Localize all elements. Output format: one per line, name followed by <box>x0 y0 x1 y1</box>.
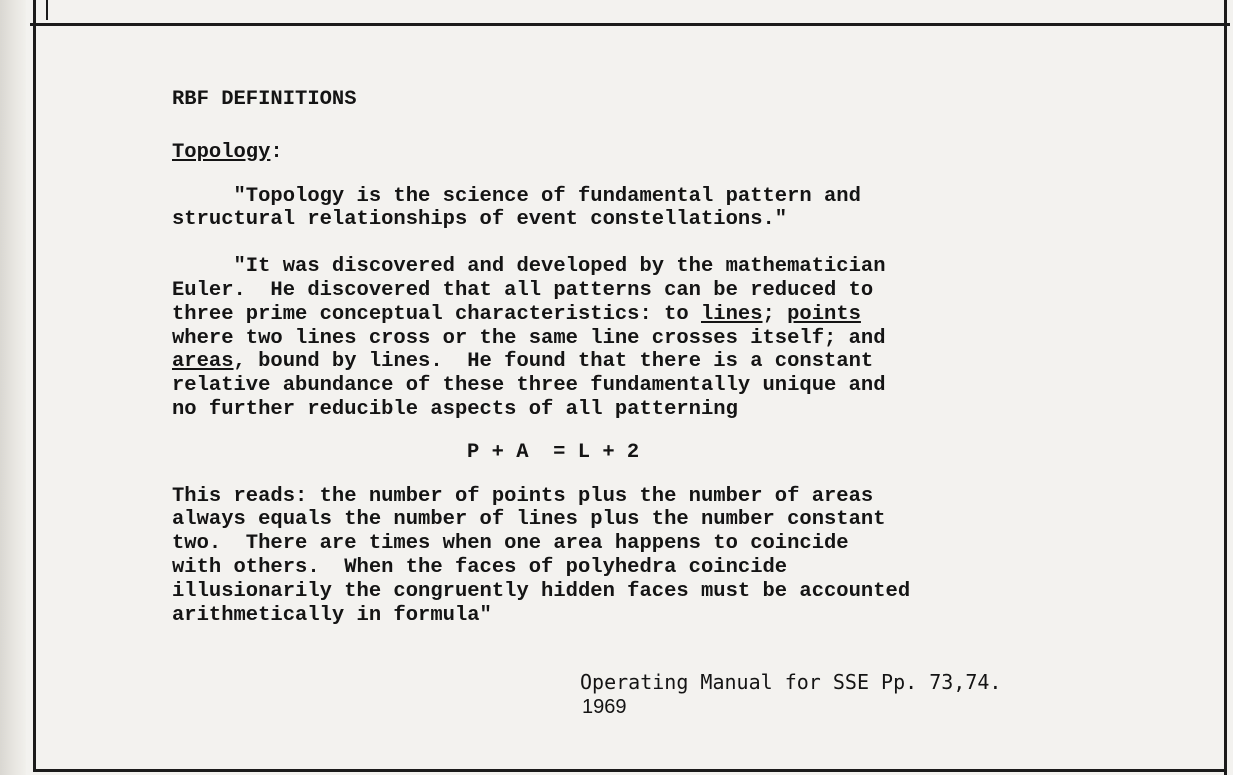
paragraph-line: relative abundance of these three fundamentally unique and <box>172 374 886 398</box>
paragraph-line: "It was discovered and developed by the mathematician <box>172 255 886 279</box>
document-heading: RBF DEFINITIONS <box>172 88 357 111</box>
paragraph-definition <box>172 185 1172 233</box>
paragraph-line: with others. When the faces of polyhedra coincide <box>172 555 788 579</box>
paragraph-line: always equals the number of lines plus the number constant <box>172 508 886 532</box>
frame-right-border <box>1224 0 1227 775</box>
source-citation <box>580 670 1001 720</box>
underlined-term-points: points <box>787 302 861 326</box>
paragraph-text: three prime conceptual characteristics: to <box>172 302 701 326</box>
citation-title: Operating Manual for SSE Pp. 73,74. <box>580 670 1002 694</box>
frame-corner-tick <box>46 0 48 20</box>
underlined-term-areas: areas <box>172 350 234 374</box>
paragraph-line: Euler. He discovered that all patterns can be reduced to <box>172 278 874 302</box>
section-title <box>172 141 1172 165</box>
section-title-text: Topology <box>172 140 271 164</box>
frame-left-border <box>33 0 36 772</box>
frame-bottom-border <box>33 769 1227 772</box>
underlined-term-lines: lines <box>701 302 763 326</box>
paragraph-explanation <box>172 485 1172 628</box>
paragraph-line: structural relationships of event constellations." <box>172 208 788 232</box>
paragraph-line: two. There are times when one area happens to coincide <box>172 532 849 556</box>
frame-top-border <box>30 23 1230 26</box>
citation-year: 1969 <box>582 696 627 718</box>
paragraph-text: , bound by lines. He found that there is a constant <box>233 350 874 374</box>
paragraph-line <box>172 350 1172 374</box>
paragraph-line: This reads: the number of points plus the number of areas <box>172 484 874 508</box>
paragraph-euler <box>172 255 1172 422</box>
paragraph-line: "Topology is the science of fundamental pattern and <box>172 184 861 208</box>
paragraph-line: no further reducible aspects of all patterning <box>172 397 738 421</box>
paragraph-line: where two lines cross or the same line crosses itself; and <box>172 326 886 350</box>
paragraph-line: illusionarily the congruently hidden faces must be accounted <box>172 579 911 603</box>
document-body <box>172 88 1172 627</box>
paragraph-text: ; <box>762 302 788 326</box>
section-title-colon: : <box>270 140 283 164</box>
euler-formula: P + A = L + 2 <box>467 440 640 464</box>
page-edge-shadow <box>0 0 26 775</box>
paragraph-line: arithmetically in formula" <box>172 603 492 627</box>
paragraph-line <box>172 303 1172 327</box>
